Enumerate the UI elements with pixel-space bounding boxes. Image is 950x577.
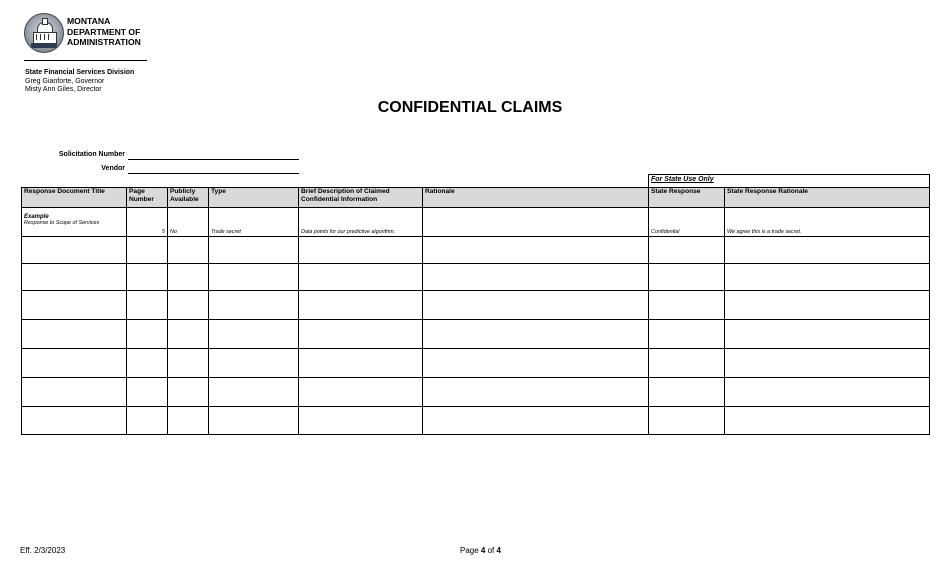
example-publicly-available: No bbox=[168, 208, 209, 237]
example-rationale bbox=[423, 208, 649, 237]
entry-cell-state-response-rationale[interactable] bbox=[725, 237, 930, 264]
column-header: Page Number bbox=[127, 188, 168, 208]
governor-name: Greg Gianforte, Governor bbox=[25, 77, 105, 85]
table-row bbox=[22, 378, 930, 407]
entry-cell-page-number[interactable] bbox=[127, 320, 168, 349]
capitol-cupola-shape bbox=[42, 18, 48, 25]
entry-cell-state-response-rationale[interactable] bbox=[725, 320, 930, 349]
table-row bbox=[22, 264, 930, 291]
entry-cell-rationale[interactable] bbox=[423, 349, 649, 378]
entry-cell-rationale[interactable] bbox=[423, 320, 649, 349]
entry-cell-publicly-available[interactable] bbox=[168, 237, 209, 264]
table-row bbox=[22, 237, 930, 264]
capitol-columns-shape bbox=[36, 34, 52, 40]
entry-cell-state-response-rationale[interactable] bbox=[725, 407, 930, 435]
column-header: Brief Description of Claimed Confidential Information bbox=[299, 188, 423, 208]
page-current: 4 bbox=[480, 546, 486, 555]
department-seal-logo bbox=[24, 13, 64, 53]
entry-cell-document-title[interactable] bbox=[22, 378, 127, 407]
entry-cell-rationale[interactable] bbox=[423, 407, 649, 435]
entry-cell-type[interactable] bbox=[209, 407, 299, 435]
entry-cell-publicly-available[interactable] bbox=[168, 378, 209, 407]
entry-cell-publicly-available[interactable] bbox=[168, 349, 209, 378]
entry-cell-type[interactable] bbox=[209, 378, 299, 407]
effective-date: Eff. 2/3/2023 bbox=[20, 546, 66, 555]
example-document-title: Response to Scope of Services bbox=[24, 220, 100, 226]
entry-cell-state-response[interactable] bbox=[649, 407, 725, 435]
entry-cell-description[interactable] bbox=[299, 237, 423, 264]
vendor-label: Vendor bbox=[101, 165, 125, 172]
table-row bbox=[22, 407, 930, 435]
entry-cell-description[interactable] bbox=[299, 320, 423, 349]
entry-cell-document-title[interactable] bbox=[22, 407, 127, 435]
entry-cell-page-number[interactable] bbox=[127, 407, 168, 435]
page-indicator bbox=[460, 546, 501, 555]
entry-cell-state-response[interactable] bbox=[649, 264, 725, 291]
entry-cell-document-title[interactable] bbox=[22, 291, 127, 320]
entry-cell-type[interactable] bbox=[209, 291, 299, 320]
entry-cell-description[interactable] bbox=[299, 291, 423, 320]
entry-cell-state-response-rationale[interactable] bbox=[725, 264, 930, 291]
example-label: Example bbox=[24, 214, 49, 220]
example-row bbox=[22, 208, 930, 237]
table-row bbox=[22, 349, 930, 378]
entry-cell-rationale[interactable] bbox=[423, 237, 649, 264]
entry-cell-rationale[interactable] bbox=[423, 291, 649, 320]
example-type: Trade secret bbox=[209, 208, 299, 237]
org-line-2: DEPARTMENT OF bbox=[67, 26, 141, 37]
example-page-number: 5 bbox=[127, 208, 168, 237]
entry-cell-state-response[interactable] bbox=[649, 349, 725, 378]
state-use-only-header bbox=[648, 174, 930, 187]
entry-cell-type[interactable] bbox=[209, 264, 299, 291]
table-row bbox=[22, 320, 930, 349]
entry-cell-document-title[interactable] bbox=[22, 349, 127, 378]
page-total: 4 bbox=[496, 546, 501, 555]
entry-cell-page-number[interactable] bbox=[127, 378, 168, 407]
vendor-field[interactable] bbox=[128, 173, 299, 174]
director-name: Misty Ann Giles, Director bbox=[25, 86, 102, 93]
entry-cell-page-number[interactable] bbox=[127, 291, 168, 320]
column-header: State Response bbox=[649, 188, 725, 208]
entry-cell-publicly-available[interactable] bbox=[168, 264, 209, 291]
entry-cell-page-number[interactable] bbox=[127, 237, 168, 264]
entry-cell-document-title[interactable] bbox=[22, 264, 127, 291]
entry-cell-description[interactable] bbox=[299, 378, 423, 407]
org-line-1: MONTANA bbox=[67, 16, 111, 26]
column-header: State Response Rationale bbox=[725, 188, 930, 208]
entry-cell-state-response[interactable] bbox=[649, 291, 725, 320]
org-line-3: ADMINISTRATION bbox=[67, 37, 141, 47]
example-description: Data points for our predictive algorithm. bbox=[299, 208, 423, 237]
entry-cell-description[interactable] bbox=[299, 264, 423, 291]
solicitation-number-label: Solicitation Number bbox=[58, 151, 125, 158]
organization-name bbox=[67, 16, 141, 48]
page-of: of bbox=[485, 546, 497, 555]
entry-cell-type[interactable] bbox=[209, 237, 299, 264]
example-state-response: Confidential bbox=[649, 208, 725, 237]
entry-cell-state-response[interactable] bbox=[649, 320, 725, 349]
entry-cell-document-title[interactable] bbox=[22, 237, 127, 264]
division-name: State Financial Services Division bbox=[25, 69, 135, 76]
entry-cell-rationale[interactable] bbox=[423, 378, 649, 407]
state-use-only-label: For State Use Only bbox=[651, 176, 714, 183]
column-header: Rationale bbox=[423, 188, 649, 208]
page-prefix: Page bbox=[460, 546, 481, 555]
entry-cell-page-number[interactable] bbox=[127, 349, 168, 378]
entry-cell-state-response[interactable] bbox=[649, 378, 725, 407]
entry-cell-document-title[interactable] bbox=[22, 320, 127, 349]
example-document-title-cell bbox=[22, 208, 127, 237]
entry-cell-rationale[interactable] bbox=[423, 264, 649, 291]
entry-cell-publicly-available[interactable] bbox=[168, 320, 209, 349]
header-divider bbox=[24, 60, 147, 61]
entry-cell-publicly-available[interactable] bbox=[168, 291, 209, 320]
entry-cell-state-response-rationale[interactable] bbox=[725, 378, 930, 407]
column-header: Response Document Title bbox=[22, 188, 127, 208]
entry-cell-description[interactable] bbox=[299, 407, 423, 435]
page-title: CONFIDENTIAL CLAIMS bbox=[377, 99, 563, 116]
seal-band-shape bbox=[31, 43, 57, 48]
entry-cell-type[interactable] bbox=[209, 349, 299, 378]
entry-cell-page-number[interactable] bbox=[127, 264, 168, 291]
table-header-row bbox=[22, 188, 930, 208]
column-header: Publicly Available bbox=[168, 188, 209, 208]
table-row bbox=[22, 291, 930, 320]
example-state-rationale: We agree this is a trade secret. bbox=[725, 208, 930, 237]
column-header: Type bbox=[209, 188, 299, 208]
entry-cell-description[interactable] bbox=[299, 349, 423, 378]
confidential-claims-table bbox=[21, 187, 930, 435]
entry-cell-publicly-available[interactable] bbox=[168, 407, 209, 435]
division-block bbox=[25, 69, 134, 95]
entry-cell-state-response-rationale[interactable] bbox=[725, 349, 930, 378]
entry-cell-state-response-rationale[interactable] bbox=[725, 291, 930, 320]
entry-cell-type[interactable] bbox=[209, 320, 299, 349]
entry-cell-state-response[interactable] bbox=[649, 237, 725, 264]
solicitation-number-field[interactable] bbox=[128, 159, 299, 160]
